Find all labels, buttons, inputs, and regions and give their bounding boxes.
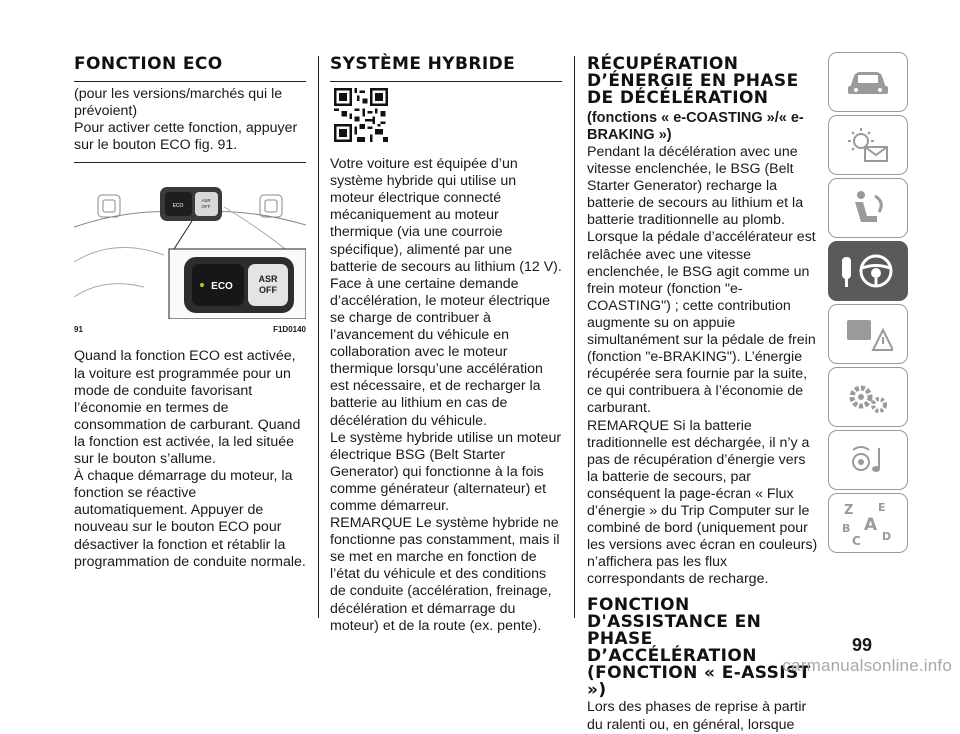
chapter-tabs xyxy=(828,52,908,556)
multimedia-icon xyxy=(843,440,893,480)
tab-maintenance[interactable] xyxy=(828,367,908,427)
page-number: 99 xyxy=(852,635,873,655)
index-letter-d: D xyxy=(882,530,892,543)
column-recovery xyxy=(587,56,819,734)
heading-fonction-eco: FONCTION ECO xyxy=(74,56,306,82)
recovery-paragraph-1: Pendant la décélération avec une vitesse enclenchée, le BSG (Belt Starter Generator) recharge la batterie de secours au lithium et la batterie traditionnelle au plomb. Lorsque la pédale d’accélérateur est relâchée avec une vitesse enclenchée, le BSG agit comme un frein moteur (fonction "e-COASTING") ; cette contribution augmente su on appuie simultanément sur la pédale de frein (fonction "e-BRAKING"). L’énergie récupérée sera fournie par la suite, ce qui contribuera à l’économie de carburant. xyxy=(587,144,816,417)
tab-warning-lights[interactable] xyxy=(828,115,908,175)
column-hybrid xyxy=(330,56,562,635)
tab-multimedia[interactable] xyxy=(828,430,908,490)
hybrid-paragraph-3: REMARQUE Le système hybride ne fonctionne pas constamment, mais il se met en marche en fonction de l’état du véhicule et des conditions de conduite (accélération, freinage, décélération et démarrage du moteur) et de la route (ex. pente). xyxy=(330,515,560,634)
large-eco-label: ECO xyxy=(211,281,233,293)
figure-code: F1D0140 xyxy=(273,325,306,335)
subheading-coasting-braking: (fonctions « e-COASTING »/« e-BRAKING ») xyxy=(587,110,804,143)
index-letter-b: B xyxy=(842,522,851,535)
large-off-label: OFF xyxy=(259,285,277,296)
seat-safety-icon xyxy=(845,188,891,228)
small-eco-label: ECO xyxy=(172,203,184,210)
heading-recuperation: RÉCUPÉRATION D’ÉNERGIE EN PHASE DE DÉCÉLÉRATION xyxy=(587,54,799,108)
heading-systeme-hybride: SYSTÈME HYBRIDE xyxy=(330,56,562,82)
gears-icon xyxy=(843,377,893,417)
recovery-paragraph-2: REMARQUE Si la batterie traditionnelle est déchargée, il n’y a pas de récupération d’énergie vers la batterie de secours, par conséquent la page-écran « Flux d’énergie » du Trip Computer sur le combiné de bord (uniquement pour les versions avec écran en couleurs) n’affichera pas les flux correspondants de recharge. xyxy=(587,417,818,588)
figure-top-rule xyxy=(74,162,306,163)
tab-emergency[interactable] xyxy=(828,304,908,364)
car-icon xyxy=(844,64,892,100)
eco-paragraph-1: Quand la fonction ECO est activée, la voiture est programmée pour un mode de conduite favorisant l’économie en termes de consommation de carburant. Quand la fonction est activée, la led située sur le bouton s’allume. xyxy=(74,348,301,468)
hazard-triangle-icon xyxy=(843,314,893,354)
alphabet-index-icon xyxy=(838,498,898,548)
intro-text-1: (pour les versions/marchés qui le prévoient) xyxy=(74,86,283,120)
heading-assistance: FONCTION D'ASSISTANCE EN PHASE D’ACCÉLÉRATION (FONCTION « E-ASSIST ») xyxy=(587,595,811,701)
hybrid-paragraph-2: Le système hybride utilise un moteur électrique BSG (Belt Starter Generator) qui fonctionne à la fois comme générateur (alternateur) et comme démarreur. xyxy=(330,429,562,514)
index-letter-a: A xyxy=(864,515,878,535)
hybrid-paragraph-1: Votre voiture est équipée d’un système hybride qui utilise un moteur électrique connecté mécaniquement au moteur thermique (via une courroie spécifique), alimenté par une batterie de secours au lithium (12 V). Face à une certaine demande d’accélération, le moteur électrique se charge de contribuer à l’avancement du véhicule en collaboration avec le moteur thermique lorsqu’une accélération est nécessaire, et de recharger la batterie au lithium en cas de décélération du véhicule. xyxy=(330,156,562,429)
figure-caption xyxy=(74,321,306,338)
tab-car[interactable] xyxy=(828,52,908,112)
tab-safety[interactable] xyxy=(828,178,908,238)
eco-button-illustration xyxy=(74,167,306,319)
warning-lights-icon xyxy=(843,125,893,165)
index-letter-z: Z xyxy=(844,503,854,518)
tab-starting-driving[interactable] xyxy=(828,241,908,301)
large-asr-label: ASR xyxy=(258,274,278,285)
figure-number: 91 xyxy=(74,325,83,335)
intro-text-2: Pour activer cette fonction, appuyer sur le bouton ECO fig. 91. xyxy=(74,120,298,154)
column-separator-right xyxy=(574,56,575,618)
small-off-label: OFF xyxy=(201,204,211,210)
assist-paragraph: Lors des phases de reprise à partir du ralenti ou, en général, lorsque xyxy=(587,699,807,733)
small-asr-label: ASR xyxy=(201,198,211,204)
key-steering-wheel-icon xyxy=(838,249,898,293)
index-letter-e: E xyxy=(878,501,886,514)
column-eco xyxy=(74,56,306,571)
qr-code xyxy=(334,88,388,142)
watermark: carmanualsonline.info xyxy=(782,656,952,675)
eco-paragraph-2: À chaque démarrage du moteur, la fonction se réactive automatiquement. Appuyer de nouveau sur le bouton ECO pour désactiver la fonction et rétablir la programmation de conduite normale. xyxy=(74,468,306,570)
figure-91 xyxy=(74,167,306,319)
tab-index[interactable] xyxy=(828,493,908,553)
column-separator-left xyxy=(318,56,319,618)
index-letter-c: C xyxy=(852,534,861,548)
